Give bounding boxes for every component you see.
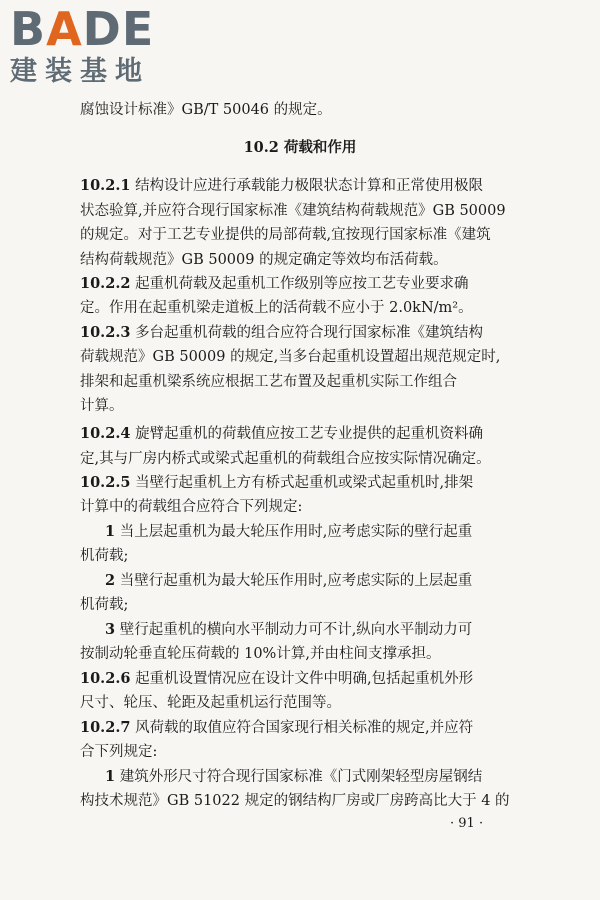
clause-10-2-2: 10.2.2 起重机荷载及起重机工作级别等应按工艺专业要求确	[80, 275, 469, 292]
clause-10-2-3: 10.2.3 多台起重机荷载的组合应符合现行国家标准《建筑结构	[80, 324, 484, 341]
clause-10-2-1: 10.2.1 结构设计应进行承载能力极限状态计算和正常使用极限	[80, 177, 484, 194]
logo-subtitle: 建装基地	[10, 56, 150, 87]
text-line: 的规定。对于工艺专业提供的局部荷载,宜按现行国家标准《建筑	[80, 227, 491, 243]
clause-10-2-7: 10.2.7 风荷载的取值应符合国家现行相关标准的规定,并应符	[80, 719, 474, 736]
clause-10-2-5: 10.2.5 当壁行起重机上方有桥式起重机或梁式起重机时,排架	[80, 474, 474, 491]
text-line: 计算中的荷载组合应符合下列规定:	[80, 499, 303, 515]
text-line: 合下列规定:	[80, 744, 158, 760]
page-number: · 91 ·	[450, 816, 484, 831]
list-item-1: 1 当上层起重机为最大轮压作用时,应考虑实际的壁行起重	[105, 523, 473, 540]
text-line: 计算。	[80, 398, 124, 414]
text-line: 结构荷载规范》GB 50009 的规定确定等效均布活荷载。	[80, 252, 448, 268]
text-line: 按制动轮垂直轮压荷载的 10%计算,并由柱间支撑承担。	[80, 646, 441, 662]
list-item-3: 3 壁行起重机的横向水平制动力可不计,纵向水平制动力可	[105, 621, 473, 638]
list-item-2: 2 当壁行起重机为最大轮压作用时,应考虑实际的上层起重	[105, 572, 473, 589]
text-line: 排架和起重机梁系统应根据工艺布置及起重机实际工作组合	[80, 374, 457, 390]
bade-logo	[10, 4, 180, 88]
text-line: 构技术规范》GB 51022 规定的钢结构厂房或厂房跨高比大于 4 的	[80, 793, 510, 809]
text-line: 状态验算,并应符合现行国家标准《建筑结构荷载规范》GB 50009	[80, 203, 506, 219]
list-item-1: 1 建筑外形尺寸符合现行国家标准《门式刚架轻型房屋钢结	[105, 768, 483, 785]
text-line: 荷载规范》GB 50009 的规定,当多台起重机设置超出规范规定时,	[80, 349, 501, 365]
clause-10-2-4: 10.2.4 旋臂起重机的荷载值应按工艺专业提供的起重机资料确	[80, 425, 484, 442]
text-line: 定。作用在起重机梁走道板上的活荷载不应小于 2.0kN/m²。	[80, 300, 473, 316]
logo-wordmark: BADE	[10, 2, 155, 56]
section-heading: 10.2 荷载和作用	[243, 139, 357, 156]
text-line: 定,其与厂房内桥式或梁式起重机的荷载组合应按实际情况确定。	[80, 451, 491, 467]
text-line: 腐蚀设计标准》GB/T 50046 的规定。	[80, 102, 332, 118]
clause-10-2-6: 10.2.6 起重机设置情况应在设计文件中明确,包括起重机外形	[80, 670, 474, 687]
text-line: 尺寸、轮压、轮距及起重机运行范围等。	[80, 695, 341, 711]
text-line: 机荷载;	[80, 597, 129, 613]
text-line: 机荷载;	[80, 548, 129, 564]
